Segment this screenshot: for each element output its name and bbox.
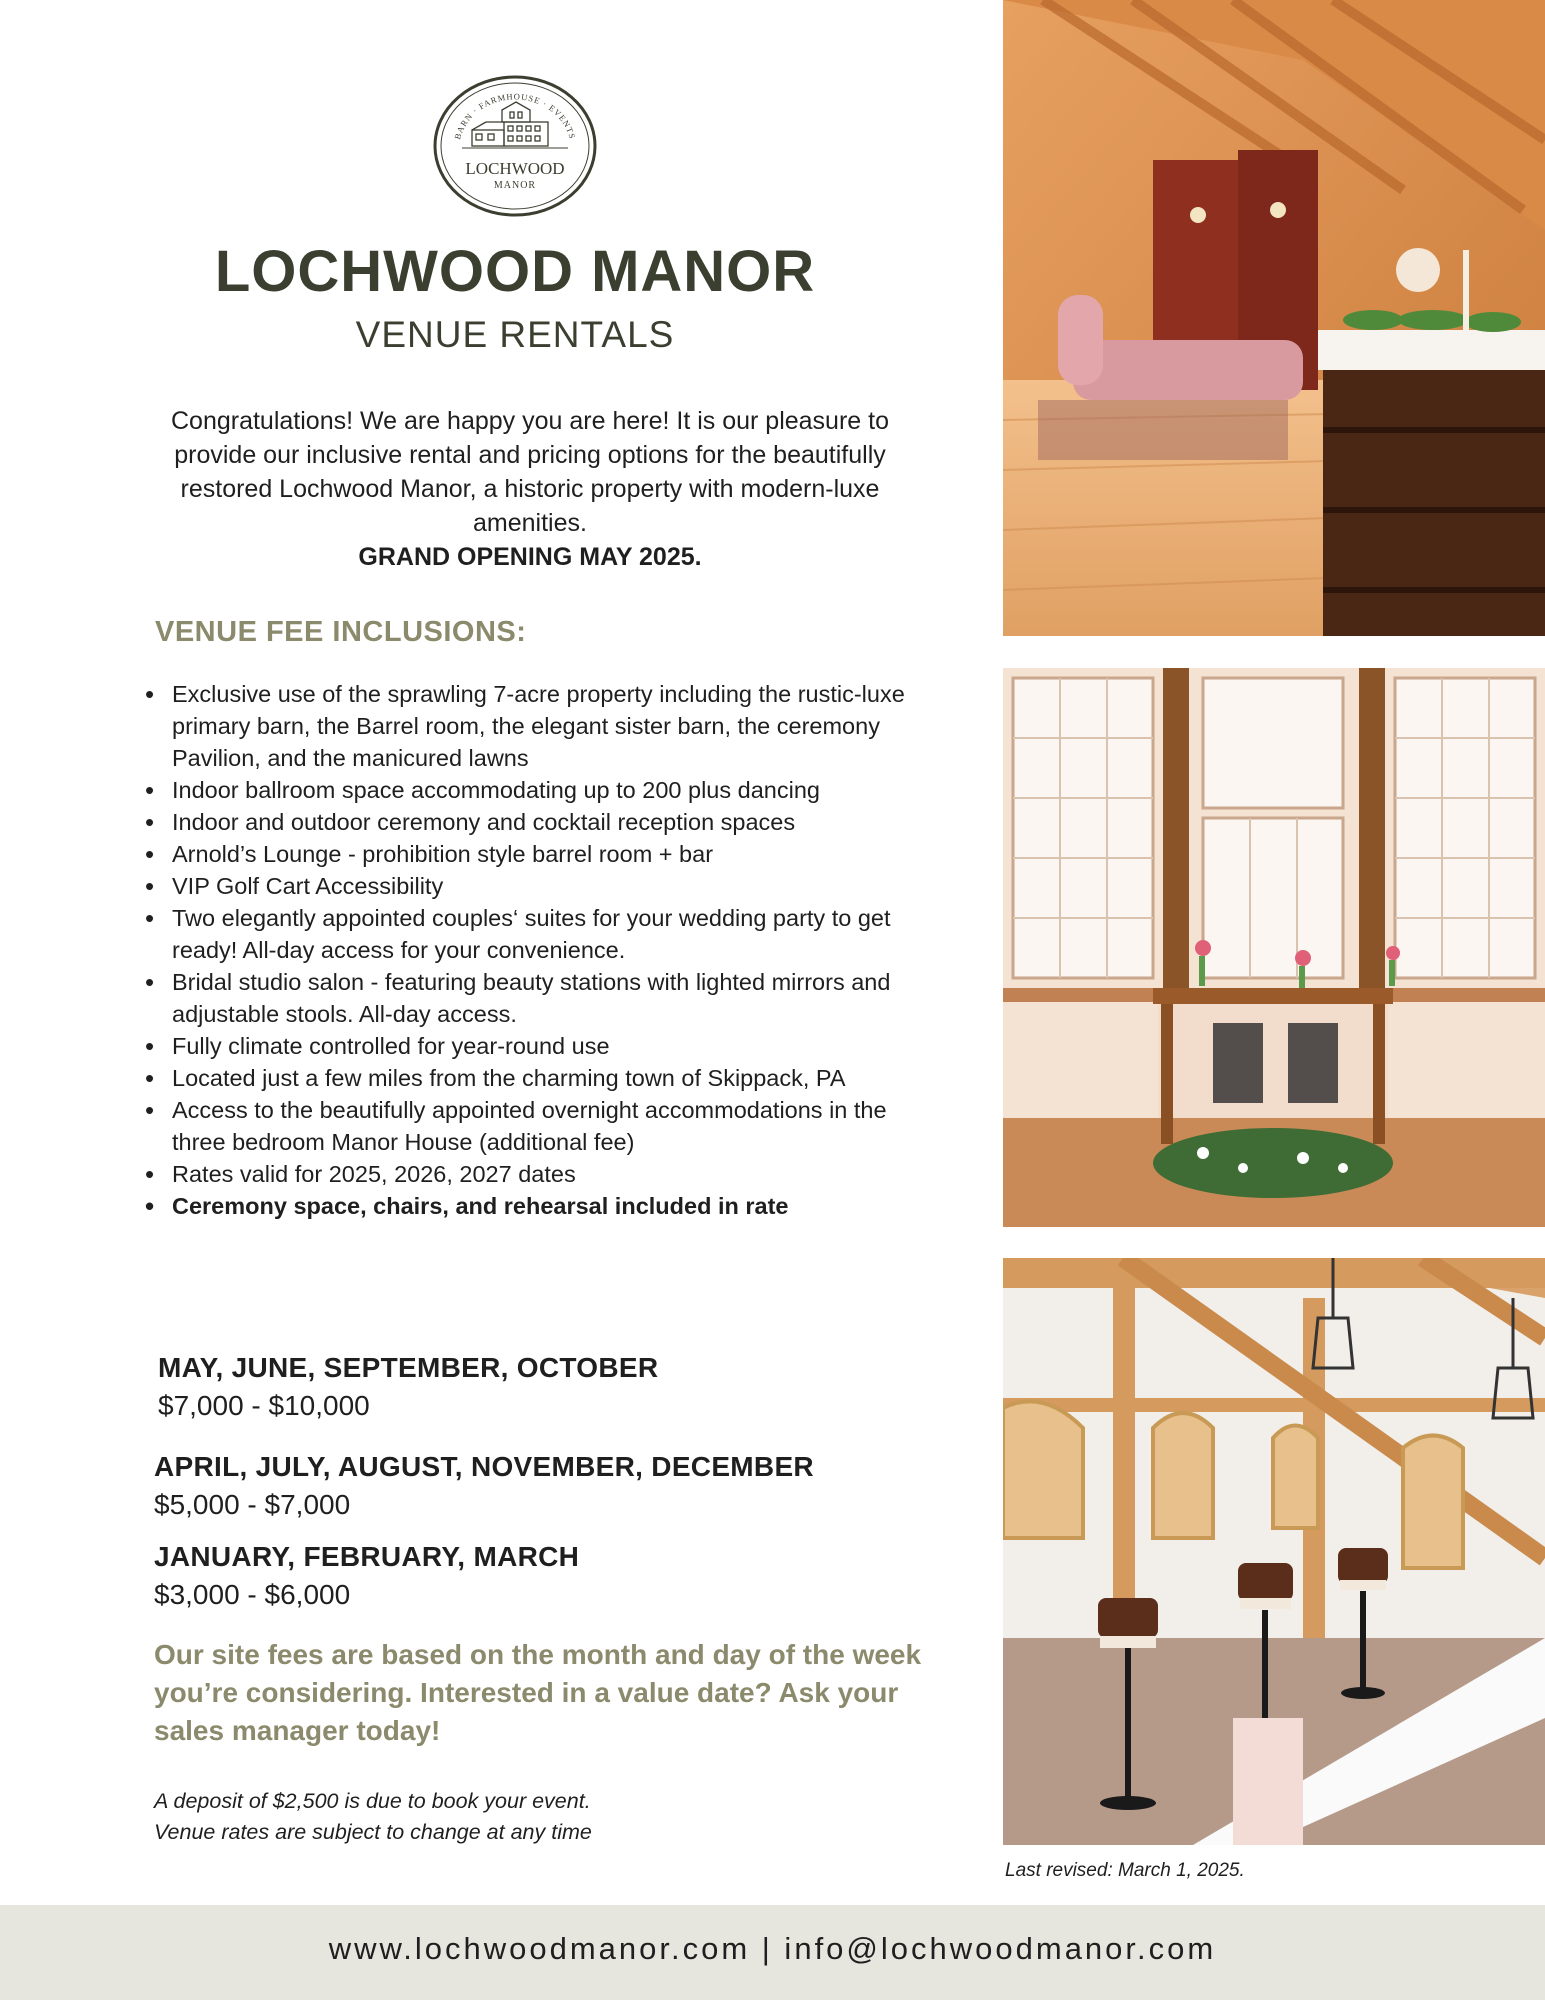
footer-contact: www.lochwoodmanor.com | info@lochwoodmanor.com xyxy=(328,1931,1217,1966)
deposit-line: A deposit of $2,500 is due to book your event. xyxy=(154,1789,591,1813)
rate-mid xyxy=(154,1451,814,1521)
list-item: • Located just a few miles from the charming town of Skippack, PA xyxy=(172,1062,932,1094)
inclusions-list xyxy=(172,678,932,1222)
list-item: • Arnold’s Lounge - prohibition style barrel room + bar xyxy=(172,838,932,870)
inclusions-heading: VENUE FEE INCLUSIONS: xyxy=(155,616,527,648)
grand-opening: GRAND OPENING MAY 2025. xyxy=(358,543,702,571)
rate-off-peak xyxy=(154,1541,579,1611)
intro-text: Congratulations! We are happy you are here! It is our pleasure to provide our inclusive rental and pricing options for the beautifully restored Lochwood Manor, a historic property with modern-luxe amenities. xyxy=(170,407,889,537)
list-item: • Two elegantly appointed couples‘ suites for your wedding party to get ready! All-day access for your convenience. xyxy=(172,902,932,966)
rate-price: $3,000 - $6,000 xyxy=(154,1579,351,1610)
page-subtitle: VENUE RENTALS xyxy=(355,314,675,355)
list-item: • Fully climate controlled for year-round use xyxy=(172,1030,932,1062)
list-item: • Access to the beautifully appointed overnight accommodations in the three bedroom Manor House (additional fee) xyxy=(172,1094,932,1158)
deposit-note xyxy=(154,1786,592,1848)
footer xyxy=(0,1905,1545,2000)
list-item: • Rates valid for 2025, 2026, 2027 dates xyxy=(172,1158,932,1190)
rate-price: $5,000 - $7,000 xyxy=(154,1489,351,1520)
list-item: • Exclusive use of the sprawling 7-acre property including the rustic-luxe primary barn, the Barrel room, the elegant sister barn, the ceremony Pavilion, and the manicured lawns xyxy=(172,678,932,774)
rate-months: APRIL, JULY, AUGUST, NOVEMBER, DECEMBER xyxy=(154,1451,814,1482)
bridal-suite-photo xyxy=(1003,0,1545,636)
rate-price: $7,000 - $10,000 xyxy=(158,1390,370,1421)
list-item: • Indoor and outdoor ceremony and cocktail reception spaces xyxy=(172,806,932,838)
bridal-salon-photo xyxy=(1003,1258,1545,1845)
sweetheart-table-photo xyxy=(1003,668,1545,1227)
list-item: • VIP Golf Cart Accessibility xyxy=(172,870,932,902)
list-item: • Indoor ballroom space accommodating up to 200 plus dancing xyxy=(172,774,932,806)
rate-peak xyxy=(158,1352,658,1422)
list-item: • Ceremony space, chairs, and rehearsal included in rate xyxy=(172,1190,932,1222)
list-item: • Bridal studio salon - featuring beauty stations with lighted mirrors and adjustable stools. All-day access. xyxy=(172,966,932,1030)
rate-months: JANUARY, FEBRUARY, MARCH xyxy=(154,1541,580,1572)
rates-change-line: Venue rates are subject to change at any time xyxy=(154,1820,592,1844)
svg-text:MANOR: MANOR xyxy=(493,180,537,191)
site-fee-note: Our site fees are based on the month and day of the week you’re considering. Interested in a value date? Ask your sales manager today! xyxy=(154,1639,922,1746)
svg-text:LOCHWOOD: LOCHWOOD xyxy=(465,159,565,178)
page-title: LOCHWOOD MANOR xyxy=(214,239,816,304)
lochwood-manor-logo xyxy=(432,74,598,218)
intro-paragraph xyxy=(140,404,920,574)
svg-text:BARN · FARMHOUSE · EVENTS: BARN · FARMHOUSE · EVENTS xyxy=(452,91,578,141)
last-revised: Last revised: March 1, 2025. xyxy=(1005,1860,1245,1881)
rate-months: MAY, JUNE, SEPTEMBER, OCTOBER xyxy=(158,1352,659,1383)
